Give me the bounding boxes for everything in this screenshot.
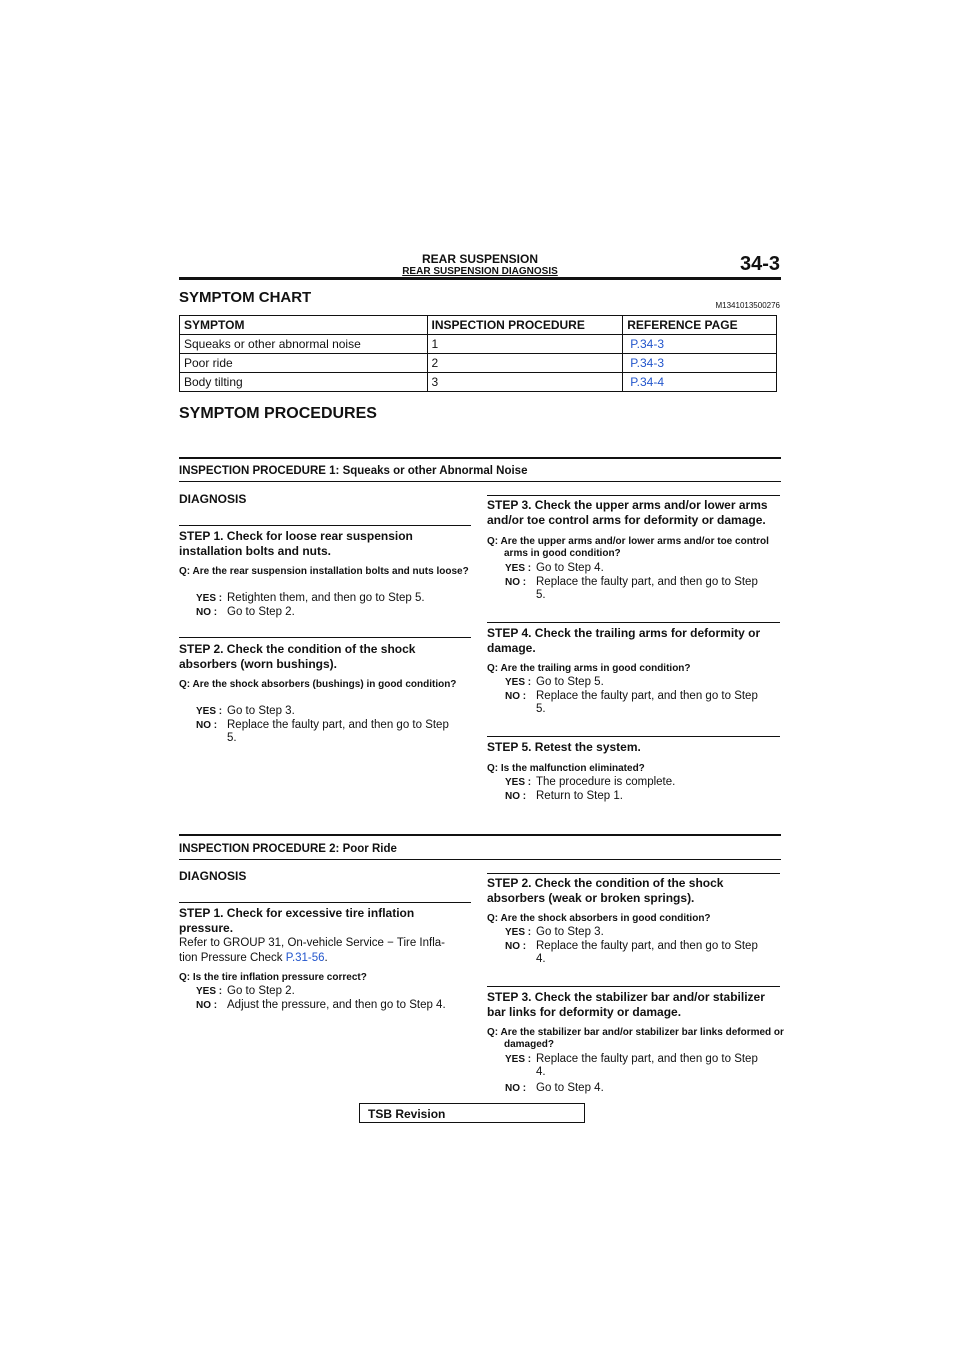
table-row <box>180 354 777 373</box>
ip2-step2-title: STEP 2. Check the condition of the shock absorbers (weak or broken springs). <box>487 876 724 905</box>
yes-label: YES : <box>505 563 532 574</box>
column-header: SYMPTOM <box>180 316 428 335</box>
yes-label: YES : <box>505 677 532 688</box>
divider <box>179 902 471 903</box>
procedure-cell: 2 <box>427 354 623 373</box>
ip1-step2-no: NO : Replace the faulty part, and then go to Step 5. <box>196 719 449 744</box>
yes-label: YES : <box>505 777 532 788</box>
no-label: NO : <box>196 720 218 731</box>
procedures-heading: SYMPTOM PROCEDURES <box>179 405 377 422</box>
symptom-chart-heading: SYMPTOM CHART <box>179 289 312 306</box>
procedure-cell: 3 <box>427 373 623 392</box>
table-row <box>180 373 777 392</box>
ip1-step5-title: STEP 5. Retest the system. <box>487 740 641 754</box>
ip2-step3-no: NO : Go to Step 4. <box>505 1082 604 1094</box>
reference-link[interactable]: P.34-4 <box>630 375 664 389</box>
ip2-step2-question: Q: Are the shock absorbers in good condition? <box>487 913 711 924</box>
divider <box>179 859 781 860</box>
ip1-step5-yes: YES : The procedure is complete. <box>505 776 676 788</box>
ip1-step3-yes: YES : Go to Step 4. <box>505 562 604 574</box>
no-label: NO : <box>505 1083 527 1094</box>
ip1-step5-question: Q: Is the malfunction eliminated? <box>487 763 645 774</box>
ip2-step3-title: STEP 3. Check the stabilizer bar and/or stabilizer bar links for deformity or damage. <box>487 990 765 1019</box>
no-label: NO : <box>196 1000 218 1011</box>
ip1-step4-question: Q: Are the trailing arms in good condition? <box>487 663 691 674</box>
ip1-diagnosis-heading: DIAGNOSIS <box>179 492 247 506</box>
no-label: NO : <box>505 691 527 702</box>
reference-link[interactable]: P.34-3 <box>630 356 664 370</box>
no-label: NO : <box>505 941 527 952</box>
section-subtitle: REAR SUSPENSION DIAGNOSIS <box>402 266 558 277</box>
procedure-cell: 1 <box>427 335 623 354</box>
ip1-step1-yes: YES : Retighten them, and then go to Step 5. <box>196 592 425 604</box>
ip1-step4-yes: YES : Go to Step 5. <box>505 676 604 688</box>
divider <box>179 834 781 836</box>
header-rule <box>179 277 781 280</box>
divider <box>179 481 781 482</box>
divider <box>179 457 781 459</box>
document-code: M1341013500276 <box>715 301 780 310</box>
table-header-row <box>180 316 777 335</box>
ip1-step1-question: Q: Are the rear suspension installation bolts and nuts loose? <box>179 566 469 577</box>
yes-label: YES : <box>196 986 223 997</box>
ip2-step3-yes: YES : Replace the faulty part, and then go to Step 4. <box>505 1053 758 1078</box>
ip2-step3-question: Q: Are the stabilizer bar and/or stabilizer bar links deformed or damaged? <box>487 1027 784 1050</box>
no-label: NO : <box>505 577 527 588</box>
divider <box>487 495 780 496</box>
yes-label: YES : <box>505 927 532 938</box>
ip2-step1-no: NO : Adjust the pressure, and then go to Step 4. <box>196 999 446 1011</box>
ip2-step2-yes: YES : Go to Step 3. <box>505 926 604 938</box>
ip1-step2-title: STEP 2. Check the condition of the shock absorbers (worn bushings). <box>179 642 416 671</box>
ip1-step4-no: NO : Replace the faulty part, and then go to Step 5. <box>505 690 758 715</box>
ip2-step1-title: STEP 1. Check for excessive tire inflation pressure. <box>179 906 415 935</box>
reference-cell <box>623 335 777 354</box>
symptom-table <box>179 315 777 392</box>
ip1-step3-title: STEP 3. Check the upper arms and/or lower arms and/or toe control arms for deformity or damage. <box>487 498 768 527</box>
reference-link[interactable]: P.31-56 <box>285 952 325 964</box>
column-header: INSPECTION PROCEDURE <box>427 316 623 335</box>
reference-link[interactable]: P.34-3 <box>630 337 664 351</box>
tsb-revision-box: TSB Revision <box>359 1103 585 1123</box>
ip1-step1-no: NO : Go to Step 2. <box>196 606 295 618</box>
ip1-step3-question: Q: Are the upper arms and/or lower arms and/or toe control arms in good condition? <box>487 536 769 559</box>
ip2-diagnosis-heading: DIAGNOSIS <box>179 869 247 883</box>
reference-cell <box>623 354 777 373</box>
ip1-step4-title: STEP 4. Check the trailing arms for deformity or damage. <box>487 626 761 655</box>
table-row <box>180 335 777 354</box>
ip1-step3-no: NO : Replace the faulty part, and then go to Step 5. <box>505 576 758 601</box>
column-header: REFERENCE PAGE <box>623 316 777 335</box>
divider <box>487 736 780 737</box>
ip2-title: INSPECTION PROCEDURE 2: Poor Ride <box>179 843 397 855</box>
ip1-step5-no: NO : Return to Step 1. <box>505 790 623 802</box>
ip1-step2-question: Q: Are the shock absorbers (bushings) in good condition? <box>179 679 457 690</box>
divider <box>179 637 471 638</box>
ip2-step1-body: Refer to GROUP 31, On-vehicle Service − Tire Infla- tion Pressure Check P.31-56. <box>179 937 445 964</box>
ip2-step1-question: Q: Is the tire inflation pressure correct? <box>179 972 367 983</box>
divider <box>487 873 780 874</box>
ip1-step2-yes: YES : Go to Step 3. <box>196 705 295 717</box>
page-number: 34-3 <box>739 253 780 275</box>
divider <box>487 622 780 623</box>
divider <box>179 525 471 526</box>
yes-label: YES : <box>196 593 223 604</box>
ip1-step1-title: STEP 1. Check for loose rear suspension installation bolts and nuts. <box>179 529 413 558</box>
yes-label: YES : <box>505 1054 532 1065</box>
divider <box>487 986 780 987</box>
yes-label: YES : <box>196 706 223 717</box>
symptom-cell: Poor ride <box>180 354 428 373</box>
section-title: REAR SUSPENSION <box>421 252 539 266</box>
symptom-cell: Squeaks or other abnormal noise <box>180 335 428 354</box>
no-label: NO : <box>505 791 527 802</box>
no-label: NO : <box>196 607 218 618</box>
reference-cell <box>623 373 777 392</box>
ip2-step2-no: NO : Replace the faulty part, and then go to Step 4. <box>505 940 758 965</box>
symptom-cell: Body tilting <box>180 373 428 392</box>
ip1-title: INSPECTION PROCEDURE 1: Squeaks or other Abnormal Noise <box>179 465 528 477</box>
ip2-step1-yes: YES : Go to Step 2. <box>196 985 295 997</box>
